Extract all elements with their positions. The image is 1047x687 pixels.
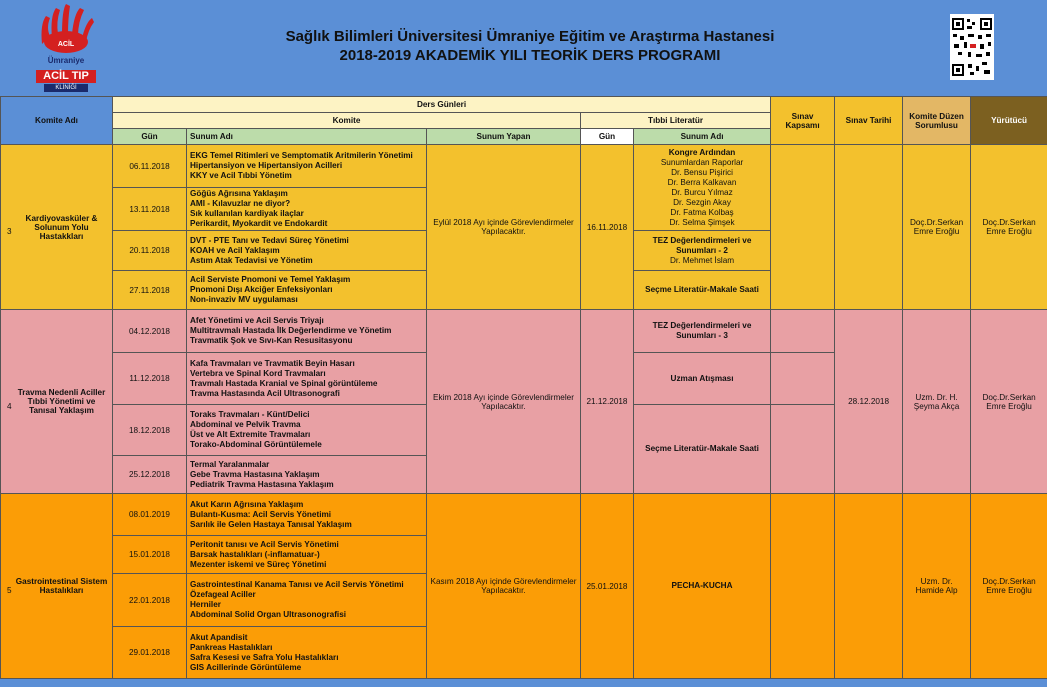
topic-item: Barsak hastalıkları (-inflamatuar-) [190,549,320,559]
literature-line: TEZ Değerlendirmeleri ve Sunumları - 3 [652,321,752,340]
topic-item: Acil Serviste Pnomoni ve Temel Yaklaşım [190,275,351,284]
committee-number: 4 [7,401,12,411]
topic-item: Gebe Travma Hastasına Yaklaşım [190,469,320,479]
committee-name: Kardiyovasküler & Solunum Yolu Hastakkları [25,213,98,241]
session-topics [187,405,427,456]
committee-cell [1,494,113,679]
header-lit-gun: Gün [581,129,634,145]
header-komite-duzen: Komite Düzen Sorumlusu [903,97,971,145]
sinav-kapsami-cell [771,353,835,405]
literature-block [634,310,771,353]
literature-line: Dr. Sezgin Akay [673,197,731,207]
komite-duzen-sorumlusu: Uzm. Dr. H. Şeyma Akça [903,310,971,494]
session-date: 11.12.2018 [113,353,187,405]
literature-date: 16.11.2018 [581,145,634,310]
topic-item: Göğüs Ağrısına Yaklaşım [190,189,288,198]
header-komite-adi: Komite Adı [1,97,113,145]
topic-item: Perikardit, Myokardit ve Endokardit [190,219,328,228]
literature-line: TEZ Değerlendirmeleri ve Sunumları - 2 [652,235,752,255]
topic-item: Travmatik Şok ve Sıvı-Kan Resusitasyonu [190,336,353,345]
session-topics [187,536,427,574]
header-sinav-tarihi: Sınav Tarihi [835,97,903,145]
topic-item: Termal Yaralanmalar [190,459,270,469]
logo-acil-tip: ACİL TIP [36,70,96,83]
header-sunum-yapan: Sunum Yapan [427,129,581,145]
session-date: 15.01.2018 [113,536,187,574]
topic-item: EKG Temel Ritimleri ve Semptomatik Aritmilerin Yönetimi [190,151,413,160]
svg-text:ACİL: ACİL [57,41,75,48]
topic-item: Abdominal ve Pelvik Travma [190,420,301,429]
literature-line: PECHA-KUCHA [671,581,733,590]
komite-duzen-sorumlusu: Doç.Dr.Serkan Emre Eroğlu [903,145,971,310]
session-topics [187,310,427,353]
session-date: 22.01.2018 [113,574,187,627]
topic-item: Sarılık ile Gelen Hastaya Tanısal Yaklaşım [190,519,352,529]
sinav-kapsami-cell [771,494,835,679]
yurutucu: Doç.Dr.Serkan Emre Eroğlu [971,310,1047,494]
table-row [1,310,1047,353]
sinav-kapsami-cell [771,405,835,494]
logo-klinik: KLİNİĞİ [44,84,88,92]
topic-item: Travmalı Hastada Kranial ve Spinal görüntüleme [190,378,378,388]
header-tibbi-literatur: Tıbbi Literatür [581,113,771,129]
literature-line: Dr. Fatma Kolbaş [670,207,734,217]
topic-item: Üst ve Alt Extremite Travmaları [190,430,311,439]
sinav-kapsami-cell [771,310,835,353]
literature-line: Seçme Literatür-Makale Saati [645,285,759,294]
literature-line: Dr. Burcu Yılmaz [671,187,733,197]
program-table [0,96,1047,679]
header-sinav-kapsami: Sınav Kapsamı [771,97,835,145]
committee-cell [1,145,113,310]
session-topics [187,145,427,188]
topic-item: Pediatrik Travma Hastasına Yaklaşım [190,479,334,489]
topic-item: Toraks Travmaları - Künt/Delici [190,410,310,419]
session-topics [187,574,427,627]
header-sunum-adi: Sunum Adı [187,129,427,145]
literature-block [634,145,771,231]
program-table-body [1,145,1047,679]
literature-date: 21.12.2018 [581,310,634,494]
literature-block [634,231,771,271]
page-subtitle: 2018-2019 AKADEMİK YILI TEORİK DERS PROGRAMI [339,47,721,64]
topic-item: Pankreas Hastalıkları [190,642,273,652]
header-yurutucu: Yürütücü [971,97,1047,145]
committee-name: Gastrointestinal Sistem Hastalıkları [15,577,108,595]
literature-date: 25.01.2018 [581,494,634,679]
session-topics [187,456,427,494]
literature-line: Dr. Mehmet İslam [669,255,735,265]
topic-item: AMI - Kılavuzlar ne diyor? [190,199,291,208]
page-title: Sağlık Bilimleri Üniversitesi Ümraniye Eğitim ve Araştırma Hastanesi [285,28,775,45]
table-row [1,494,1047,536]
topic-item: Safra Kesesi ve Safra Yolu Hastalıkları [190,652,339,662]
committee-name: Travma Nedenli Aciller Tıbbi Yönetimi ve Tanısal Yaklaşım [17,388,106,415]
topic-item: Multitravmalı Hastada İlk Değerlendirme ve Yönetim [190,326,392,335]
header-gun: Gün [113,129,187,145]
session-date: 13.11.2018 [113,188,187,231]
topic-item: Travma Hastasında Acil Ultrasonografi [190,388,340,398]
session-topics [187,494,427,536]
session-date: 25.12.2018 [113,456,187,494]
header-ders-gunleri: Ders Günleri [113,97,771,113]
session-topics [187,188,427,231]
qr-code-icon [950,14,994,80]
literature-block [634,494,771,679]
topic-item: Sık kullanılan kardiyak ilaçlar [190,209,304,218]
topic-item: KKY ve Acil Tıbbi Yönetim [190,171,292,180]
topic-item: Peritonit tanısı ve Acil Servis Yönetimi [190,539,339,549]
session-date: 06.11.2018 [113,145,187,188]
topic-item: Hipertansiyon ve Hipertansiyon Acilleri [190,161,343,170]
sunum-yapan: Kasım 2018 Ayı içinde Görevlendirmeler Yapılacaktır. [427,494,581,679]
literature-block [634,353,771,405]
session-topics [187,271,427,310]
literature-line: Dr. Selma Şimşek [669,217,735,227]
topic-item: Akut Apandisit [190,632,248,642]
literature-line: Sunumlardan Raporlar [660,157,744,167]
literature-line: Seçme Literatür-Makale Saati [645,444,759,453]
sunum-yapan: Ekim 2018 Ayı içinde Görevlendirmeler Yapılacaktır. [427,310,581,494]
topic-item: Non-invaziv MV uygulaması [190,295,298,304]
session-topics [187,627,427,679]
topic-item: Özefageal Aciller [190,590,256,599]
committee-number: 5 [7,586,12,595]
topic-item: DVT - PTE Tanı ve Tedavi Süreç Yönetimi [190,235,349,245]
topic-item: Herniler [190,600,221,609]
sinav-tarihi [835,145,903,310]
topic-item: Vertebra ve Spinal Kord Travmaları [190,368,326,378]
table-row [1,145,1047,188]
yurutucu: Doç.Dr.Serkan Emre Eroğlu [971,494,1047,679]
session-date: 29.01.2018 [113,627,187,679]
header-komite: Komite [113,113,581,129]
acil-tip-logo [30,4,102,92]
sinav-tarihi: 28.12.2018 [835,310,903,494]
topic-item: Gastrointestinal Kanama Tanısı ve Acil Servis Yönetimi [190,580,404,589]
sunum-yapan: Eylül 2018 Ayı içinde Görevlendirmeler Yapılacaktır. [427,145,581,310]
literature-line: Kongre Ardından [668,147,736,157]
topic-item: Afet Yönetimi ve Acil Servis Triyajı [190,316,324,325]
topic-item: Mezenter iskemi ve Süreç Yönetimi [190,559,327,569]
session-topics [187,353,427,405]
logo-hospital-name: Ümraniye [47,56,85,65]
topic-item: Abdominal Solid Organ Ultrasonografisi [190,610,347,619]
session-date: 18.12.2018 [113,405,187,456]
topic-item: Akut Karın Ağrısına Yaklaşım [190,499,304,509]
committee-number: 3 [7,227,12,236]
literature-block [634,405,771,494]
topic-item: Kafa Travmaları ve Travmatik Beyin Hasarı [190,358,355,368]
literature-line: Uzman Atışması [670,373,734,383]
literature-line: Dr. Berra Kalkavan [667,177,737,187]
topic-item: Astım Atak Tedavisi ve Yönetim [190,255,313,265]
session-date: 04.12.2018 [113,310,187,353]
session-date: 20.11.2018 [113,231,187,271]
committee-cell [1,310,113,494]
topic-item: GIS Acillerinde Görüntüleme [190,662,302,672]
session-topics [187,231,427,271]
yurutucu: Doç.Dr.Serkan Emre Eroğlu [971,145,1047,310]
header-lit-sunum-adi: Sunum Adı [634,129,771,145]
topic-item: Bulantı-Kusma: Acil Servis Yönetimi [190,509,332,519]
topic-item: Pnomoni Dışı Akciğer Enfeksiyonları [190,285,333,294]
session-date: 27.11.2018 [113,271,187,310]
komite-duzen-sorumlusu: Uzm. Dr. Hamide Alp [903,494,971,679]
literature-line: Dr. Bensu Pişirici [671,167,733,177]
page-header [0,0,1047,96]
literature-block [634,271,771,310]
topic-item: Torako-Abdominal Görüntülemele [190,440,322,449]
sinav-tarihi [835,494,903,679]
topic-item: KOAH ve Acil Yaklaşım [190,245,280,255]
hands-logo-icon [36,4,96,54]
session-date: 08.01.2019 [113,494,187,536]
sinav-kapsami-cell [771,145,835,310]
